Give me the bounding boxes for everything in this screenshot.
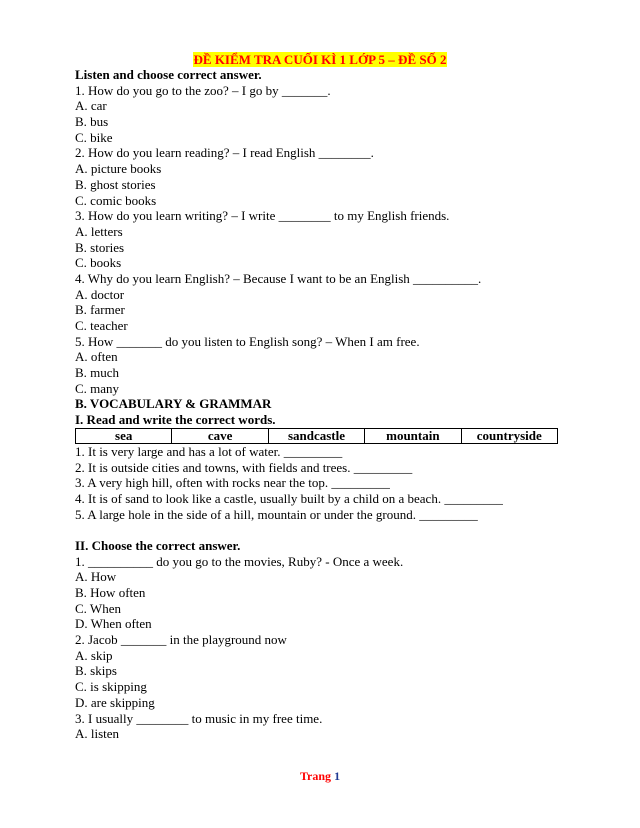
question: 2. Jacob _______ in the playground now	[75, 632, 287, 648]
word-box	[75, 428, 558, 444]
part1-heading: I. Read and write the correct words.	[75, 412, 276, 428]
worksheet-content	[75, 67, 565, 742]
word-cell: mountain	[365, 428, 461, 443]
vocab-item: 1. It is very large and has a lot of water. _________	[75, 443, 343, 459]
option: A. doctor	[75, 286, 125, 302]
part2-heading: II. Choose the correct answer.	[75, 537, 241, 553]
footer-page-word: Trang	[299, 769, 332, 783]
option: C. many	[75, 380, 120, 396]
word-cell: sandcastle	[268, 428, 364, 443]
option: A. letters	[75, 223, 123, 239]
question: 4. Why do you learn English? – Because I want to be an English __________.	[75, 270, 482, 286]
option: A. picture books	[75, 161, 162, 177]
word-cell: sea	[76, 428, 172, 443]
footer-page-number: 1	[334, 769, 341, 783]
question: 1. __________ do you go to the movies, Ruby? - Once a week.	[75, 553, 404, 569]
vocab-item: 5. A large hole in the side of a hill, mountain or under the ground. _________	[75, 506, 478, 522]
vocab-item: 2. It is outside cities and towns, with fields and trees. _________	[75, 459, 413, 475]
vocab-item: 3. A very high hill, often with rocks near the top. _________	[75, 475, 390, 491]
page-footer	[0, 769, 640, 784]
option: D. When often	[75, 616, 152, 632]
option: C. When	[75, 600, 121, 616]
vocab-item: 4. It is of sand to look like a castle, usually built by a child on a beach. _________	[75, 490, 503, 506]
option: B. How often	[75, 585, 146, 600]
option: B. skips	[75, 663, 117, 679]
listening-heading: Listen and choose correct answer.	[75, 67, 262, 82]
option: C. teacher	[75, 318, 128, 333]
option: A. skip	[75, 647, 113, 663]
option: A. How	[75, 569, 117, 585]
option: B. bus	[75, 114, 109, 130]
option: B. ghost stories	[75, 176, 156, 192]
option: A. often	[75, 349, 118, 365]
question: 5. How _______ do you listen to English song? – When I am free.	[75, 333, 420, 349]
option: B. farmer	[75, 302, 125, 318]
page-title: ĐỀ KIỂM TRA CUỐI KÌ 1 LỚP 5 – ĐỀ SỐ 2	[193, 52, 447, 67]
option: C. comic books	[75, 192, 157, 208]
option: C. is skipping	[75, 679, 147, 695]
option: A. car	[75, 98, 107, 114]
blank-line	[75, 522, 565, 538]
option: C. bike	[75, 129, 113, 145]
option: D. are skipping	[75, 694, 155, 710]
question: 2. How do you learn reading? – I read English ________.	[75, 145, 374, 161]
section-b-heading: B. VOCABULARY & GRAMMAR	[75, 396, 272, 412]
option: A. listen	[75, 726, 120, 742]
option: C. books	[75, 255, 122, 271]
option: B. much	[75, 365, 120, 381]
question: 3. I usually ________ to music in my free time.	[75, 710, 323, 726]
option: B. stories	[75, 239, 125, 255]
word-cell: cave	[172, 428, 268, 443]
question: 1. How do you go to the zoo? – I go by _______.	[75, 82, 331, 98]
question: 3. How do you learn writing? – I write ________ to my English friends.	[75, 208, 450, 224]
word-cell: countryside	[461, 428, 557, 443]
